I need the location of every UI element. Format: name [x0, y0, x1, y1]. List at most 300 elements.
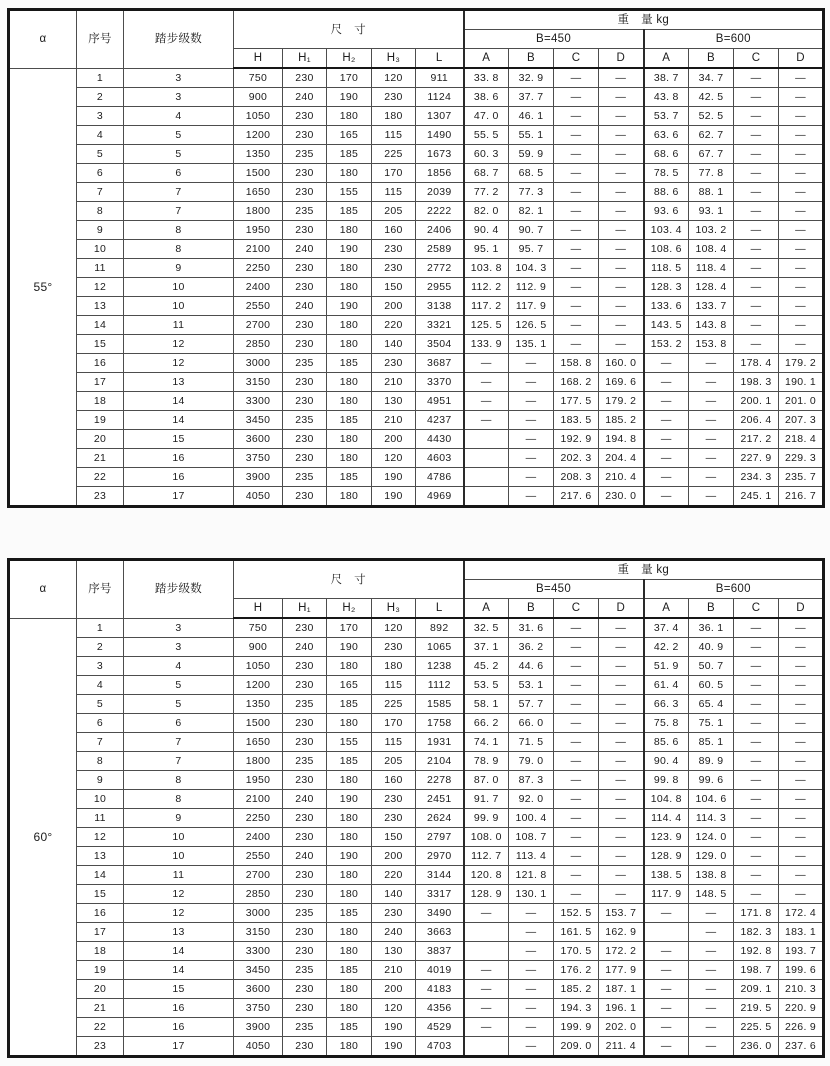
- table-cell: 9: [124, 809, 234, 828]
- table-row: [9, 714, 824, 733]
- table-cell: 210. 3: [779, 980, 824, 999]
- table-cell: 235: [283, 752, 327, 771]
- table-cell: 3450: [234, 411, 283, 430]
- table-cell: —: [464, 999, 509, 1018]
- table-cell: 13: [124, 373, 234, 392]
- table-cell: 2: [77, 88, 124, 107]
- table-cell: —: [734, 221, 779, 240]
- table-cell: 180: [327, 999, 372, 1018]
- table-cell: —: [779, 790, 824, 809]
- table-cell: 120: [372, 68, 416, 88]
- table-cell: 77. 2: [464, 183, 509, 202]
- table-cell: 118. 4: [689, 259, 734, 278]
- table-cell: 5: [77, 145, 124, 164]
- table-cell: 115: [372, 126, 416, 145]
- table-cell: 65. 4: [689, 695, 734, 714]
- table-cell: 3321: [416, 316, 464, 335]
- table-cell: 130: [372, 942, 416, 961]
- table-cell: —: [599, 847, 644, 866]
- table-cell: 180: [327, 316, 372, 335]
- table-cell: 900: [234, 638, 283, 657]
- table-cell: 3: [124, 618, 234, 638]
- table-cell: 2100: [234, 790, 283, 809]
- table-cell: 1673: [416, 145, 464, 164]
- table-cell: 1800: [234, 752, 283, 771]
- table-cell: 8: [77, 752, 124, 771]
- table-cell: 230: [283, 487, 327, 507]
- table-cell: 207. 3: [779, 411, 824, 430]
- table-cell: 2406: [416, 221, 464, 240]
- table-cell: —: [734, 809, 779, 828]
- table-cell: —: [644, 942, 689, 961]
- table-row: [9, 259, 824, 278]
- table-cell: 143. 5: [644, 316, 689, 335]
- header-b600: B=600: [644, 580, 824, 599]
- table-cell: —: [599, 885, 644, 904]
- table-cell: 89. 9: [689, 752, 734, 771]
- table-cell: 2550: [234, 297, 283, 316]
- table-cell: 180: [327, 866, 372, 885]
- table-cell: 230: [283, 392, 327, 411]
- col-d450: D: [599, 49, 644, 69]
- table-cell: 19: [77, 411, 124, 430]
- table-cell: —: [734, 733, 779, 752]
- table-cell: 10: [124, 828, 234, 847]
- table-cell: —: [599, 88, 644, 107]
- col-h2: H₂: [327, 49, 372, 69]
- table-cell: 15: [124, 980, 234, 999]
- table-cell: 235: [283, 202, 327, 221]
- table-cell: 160. 0: [599, 354, 644, 373]
- table-cell: 13: [77, 297, 124, 316]
- table-cell: 230: [283, 828, 327, 847]
- table-cell: 3600: [234, 430, 283, 449]
- table-cell: 87. 3: [509, 771, 554, 790]
- table-cell: 180: [327, 714, 372, 733]
- table-cell: 190: [372, 468, 416, 487]
- table-cell: 235: [283, 411, 327, 430]
- table-cell: 11: [124, 866, 234, 885]
- table-cell: 190: [327, 297, 372, 316]
- table-cell: —: [689, 354, 734, 373]
- table-cell: —: [689, 487, 734, 507]
- table-cell: —: [734, 335, 779, 354]
- table-cell: 178. 4: [734, 354, 779, 373]
- table-cell: 52. 5: [689, 107, 734, 126]
- table-cell: 10: [77, 240, 124, 259]
- table-cell: —: [509, 1018, 554, 1037]
- table-row: [9, 126, 824, 145]
- header-dimensions: 尺 寸: [234, 10, 464, 49]
- table-cell: —: [689, 980, 734, 999]
- table-cell: —: [599, 259, 644, 278]
- table-cell: 91. 7: [464, 790, 509, 809]
- table-cell: 1350: [234, 695, 283, 714]
- table-cell: 3: [77, 657, 124, 676]
- table-cell: 7: [124, 202, 234, 221]
- table-cell: 4: [77, 676, 124, 695]
- alpha-value: 60°: [9, 618, 77, 1057]
- table-cell: —: [554, 752, 599, 771]
- col-l: L: [416, 49, 464, 69]
- table-body-60: [9, 618, 824, 1057]
- table-cell: 7: [124, 733, 234, 752]
- table-cell: 60. 5: [689, 676, 734, 695]
- table-cell: —: [644, 961, 689, 980]
- table-cell: 99. 9: [464, 809, 509, 828]
- table-cell: 9: [124, 259, 234, 278]
- table-cell: —: [734, 316, 779, 335]
- table-cell: 11: [124, 316, 234, 335]
- table-cell: —: [779, 164, 824, 183]
- table-cell: 155: [327, 183, 372, 202]
- col-b600: B: [689, 49, 734, 69]
- table-cell: 2700: [234, 866, 283, 885]
- col-h1: H₁: [283, 599, 327, 619]
- table-cell: 5: [124, 676, 234, 695]
- table-cell: 3504: [416, 335, 464, 354]
- col-a450: A: [464, 599, 509, 619]
- table-cell: [464, 942, 509, 961]
- table-cell: —: [599, 240, 644, 259]
- table-row: [9, 278, 824, 297]
- table-cell: —: [734, 695, 779, 714]
- table-cell: —: [734, 68, 779, 88]
- table-cell: 17: [124, 487, 234, 507]
- table-cell: 99. 8: [644, 771, 689, 790]
- table-cell: 20: [77, 430, 124, 449]
- table-cell: 230: [283, 809, 327, 828]
- table-cell: 82. 1: [509, 202, 554, 221]
- table-cell: —: [599, 221, 644, 240]
- table-row: [9, 468, 824, 487]
- table-cell: —: [644, 999, 689, 1018]
- table-row: [9, 847, 824, 866]
- table-cell: —: [779, 676, 824, 695]
- table-cell: 14: [124, 411, 234, 430]
- table-cell: 180: [327, 771, 372, 790]
- table-cell: 120. 8: [464, 866, 509, 885]
- table-cell: 230. 0: [599, 487, 644, 507]
- table-cell: 190: [327, 240, 372, 259]
- col-d450: D: [599, 599, 644, 619]
- table-cell: 185: [327, 752, 372, 771]
- table-cell: 185: [327, 411, 372, 430]
- table-cell: 5: [124, 126, 234, 145]
- table-cell: —: [644, 449, 689, 468]
- col-h: H: [234, 49, 283, 69]
- table-cell: —: [554, 714, 599, 733]
- table-cell: 8: [124, 771, 234, 790]
- table-cell: —: [599, 145, 644, 164]
- table-cell: 240: [283, 297, 327, 316]
- table-cell: 18: [77, 392, 124, 411]
- table-cell: —: [689, 1018, 734, 1037]
- table-cell: 66. 0: [509, 714, 554, 733]
- table-cell: 180: [327, 107, 372, 126]
- table-cell: —: [599, 714, 644, 733]
- table-cell: 230: [283, 980, 327, 999]
- table-cell: 7: [124, 752, 234, 771]
- table-cell: 210: [372, 411, 416, 430]
- table-cell: 1: [77, 618, 124, 638]
- table-row: [9, 904, 824, 923]
- table-cell: —: [689, 961, 734, 980]
- table-row: [9, 657, 824, 676]
- table-cell: —: [779, 885, 824, 904]
- table-cell: 185: [327, 1018, 372, 1037]
- table-cell: 180: [327, 449, 372, 468]
- table-cell: 180: [327, 487, 372, 507]
- table-cell: 216. 7: [779, 487, 824, 507]
- table-cell: 140: [372, 335, 416, 354]
- table-cell: 1112: [416, 676, 464, 695]
- table-cell: 150: [372, 828, 416, 847]
- table-cell: 185: [327, 354, 372, 373]
- table-cell: 1950: [234, 221, 283, 240]
- table-cell: —: [689, 999, 734, 1018]
- table-cell: 77. 3: [509, 183, 554, 202]
- table-cell: —: [734, 828, 779, 847]
- table-cell: 180: [327, 373, 372, 392]
- table-cell: 43. 8: [644, 88, 689, 107]
- table-cell: —: [554, 676, 599, 695]
- table-cell: 235: [283, 145, 327, 164]
- col-h1: H₁: [283, 49, 327, 69]
- table-cell: 210: [372, 961, 416, 980]
- table-cell: 230: [283, 164, 327, 183]
- table-cell: 62. 7: [689, 126, 734, 145]
- table-cell: 44. 6: [509, 657, 554, 676]
- table-row: [9, 68, 824, 88]
- table-cell: 1500: [234, 714, 283, 733]
- table-cell: 185: [327, 468, 372, 487]
- table-cell: —: [779, 733, 824, 752]
- table-cell: 230: [372, 259, 416, 278]
- table-cell: —: [599, 828, 644, 847]
- table-cell: 14: [124, 942, 234, 961]
- table-cell: 4: [77, 126, 124, 145]
- table-cell: 133. 9: [464, 335, 509, 354]
- table-cell: 3: [124, 638, 234, 657]
- table-cell: 230: [283, 942, 327, 961]
- table-row: [9, 487, 824, 507]
- table-cell: 10: [124, 847, 234, 866]
- table-cell: 185: [327, 202, 372, 221]
- table-cell: 6: [77, 164, 124, 183]
- table-cell: 3: [77, 107, 124, 126]
- table-cell: 155: [327, 733, 372, 752]
- table-cell: 200: [372, 847, 416, 866]
- table-cell: 5: [77, 695, 124, 714]
- table-cell: 3144: [416, 866, 464, 885]
- table-cell: 121. 8: [509, 866, 554, 885]
- table-cell: —: [644, 354, 689, 373]
- col-b450: B: [509, 49, 554, 69]
- table-cell: 2550: [234, 847, 283, 866]
- table-cell: —: [734, 107, 779, 126]
- table-cell: 235: [283, 904, 327, 923]
- table-cell: 2624: [416, 809, 464, 828]
- table-cell: 148. 5: [689, 885, 734, 904]
- table-cell: 79. 0: [509, 752, 554, 771]
- table-cell: 128. 3: [644, 278, 689, 297]
- table-cell: 78. 5: [644, 164, 689, 183]
- table-cell: —: [554, 278, 599, 297]
- table-cell: —: [734, 145, 779, 164]
- col-c600: C: [734, 599, 779, 619]
- table-cell: —: [779, 771, 824, 790]
- table-cell: —: [779, 847, 824, 866]
- table-cell: 4050: [234, 487, 283, 507]
- table-cell: 230: [372, 354, 416, 373]
- table-cell: 198. 3: [734, 373, 779, 392]
- table-cell: 130: [372, 392, 416, 411]
- table-cell: 230: [283, 866, 327, 885]
- table-cell: 12: [124, 904, 234, 923]
- table-cell: 85. 1: [689, 733, 734, 752]
- table-cell: 17: [77, 373, 124, 392]
- table-cell: 205: [372, 202, 416, 221]
- table-cell: 180: [372, 657, 416, 676]
- table-cell: 230: [283, 885, 327, 904]
- table-cell: 3000: [234, 354, 283, 373]
- table-cell: 115: [372, 183, 416, 202]
- table-row: [9, 411, 824, 430]
- table-cell: —: [734, 88, 779, 107]
- table-cell: [464, 1037, 509, 1057]
- table-cell: 115: [372, 733, 416, 752]
- col-h3: H₃: [372, 599, 416, 619]
- table-cell: 10: [124, 278, 234, 297]
- table-cell: —: [464, 354, 509, 373]
- table-row: [9, 771, 824, 790]
- table-row: [9, 88, 824, 107]
- table-cell: 158. 8: [554, 354, 599, 373]
- table-cell: 138. 8: [689, 866, 734, 885]
- table-cell: —: [509, 942, 554, 961]
- header-dimensions: 尺 寸: [234, 560, 464, 599]
- table-cell: 2451: [416, 790, 464, 809]
- table-cell: 108. 0: [464, 828, 509, 847]
- table-cell: 2970: [416, 847, 464, 866]
- table-cell: —: [554, 183, 599, 202]
- table-cell: 3: [124, 68, 234, 88]
- table-cell: 2222: [416, 202, 464, 221]
- table-cell: —: [734, 885, 779, 904]
- table-cell: 192. 8: [734, 942, 779, 961]
- table-cell: 190: [372, 487, 416, 507]
- table-cell: 230: [372, 240, 416, 259]
- table-cell: 165: [327, 126, 372, 145]
- table-cell: 750: [234, 618, 283, 638]
- table-cell: 38. 7: [644, 68, 689, 88]
- table-cell: —: [554, 107, 599, 126]
- table-cell: 4951: [416, 392, 464, 411]
- table-cell: 194. 3: [554, 999, 599, 1018]
- table-cell: —: [464, 1018, 509, 1037]
- table-row: [9, 202, 824, 221]
- table-cell: 1200: [234, 126, 283, 145]
- table-cell: 198. 7: [734, 961, 779, 980]
- table-cell: [644, 923, 689, 942]
- table-cell: 103. 2: [689, 221, 734, 240]
- col-c450: C: [554, 599, 599, 619]
- table-cell: 235: [283, 468, 327, 487]
- table-cell: 7: [77, 183, 124, 202]
- table-cell: 2400: [234, 278, 283, 297]
- table-cell: 4019: [416, 961, 464, 980]
- table-cell: 58. 1: [464, 695, 509, 714]
- table-cell: 4356: [416, 999, 464, 1018]
- table-cell: 104. 3: [509, 259, 554, 278]
- table-cell: 180: [372, 107, 416, 126]
- table-cell: —: [554, 164, 599, 183]
- header-b450: B=450: [464, 30, 644, 49]
- table-cell: 60. 3: [464, 145, 509, 164]
- table-cell: 220. 9: [779, 999, 824, 1018]
- table-cell: 22: [77, 468, 124, 487]
- col-b600: B: [689, 599, 734, 619]
- table-row: [9, 297, 824, 316]
- table-cell: 168. 2: [554, 373, 599, 392]
- table-cell: 8: [124, 790, 234, 809]
- table-cell: 88. 1: [689, 183, 734, 202]
- table-cell: 3150: [234, 923, 283, 942]
- table-cell: 37. 1: [464, 638, 509, 657]
- table-cell: 237. 6: [779, 1037, 824, 1057]
- table-cell: 892: [416, 618, 464, 638]
- table-cell: 5: [124, 695, 234, 714]
- table-cell: 750: [234, 68, 283, 88]
- table-cell: —: [734, 847, 779, 866]
- table-cell: 225: [372, 695, 416, 714]
- table-cell: 1490: [416, 126, 464, 145]
- table-row: [9, 790, 824, 809]
- table-cell: —: [779, 714, 824, 733]
- table-cell: 165: [327, 676, 372, 695]
- table-cell: 194. 8: [599, 430, 644, 449]
- table-cell: —: [599, 657, 644, 676]
- table-cell: 185: [327, 695, 372, 714]
- table-cell: 230: [372, 809, 416, 828]
- table-cell: 11: [77, 259, 124, 278]
- col-c600: C: [734, 49, 779, 69]
- table-cell: 190. 1: [779, 373, 824, 392]
- table-cell: 182. 3: [734, 923, 779, 942]
- table-cell: 230: [372, 790, 416, 809]
- table-cell: —: [644, 487, 689, 507]
- table-cell: 230: [283, 449, 327, 468]
- table-cell: —: [779, 297, 824, 316]
- table-cell: —: [554, 297, 599, 316]
- table-cell: 114. 4: [644, 809, 689, 828]
- table-cell: 78. 9: [464, 752, 509, 771]
- table-cell: 45. 2: [464, 657, 509, 676]
- table-cell: 230: [283, 183, 327, 202]
- table-cell: 185. 2: [554, 980, 599, 999]
- table-cell: 204. 4: [599, 449, 644, 468]
- table-cell: 170. 5: [554, 942, 599, 961]
- table-cell: 192. 9: [554, 430, 599, 449]
- table-cell: 160: [372, 771, 416, 790]
- table-cell: 100. 4: [509, 809, 554, 828]
- table-cell: 2250: [234, 809, 283, 828]
- table-cell: 230: [283, 107, 327, 126]
- table-cell: 15: [124, 430, 234, 449]
- table-cell: 8: [124, 221, 234, 240]
- table-cell: 130. 1: [509, 885, 554, 904]
